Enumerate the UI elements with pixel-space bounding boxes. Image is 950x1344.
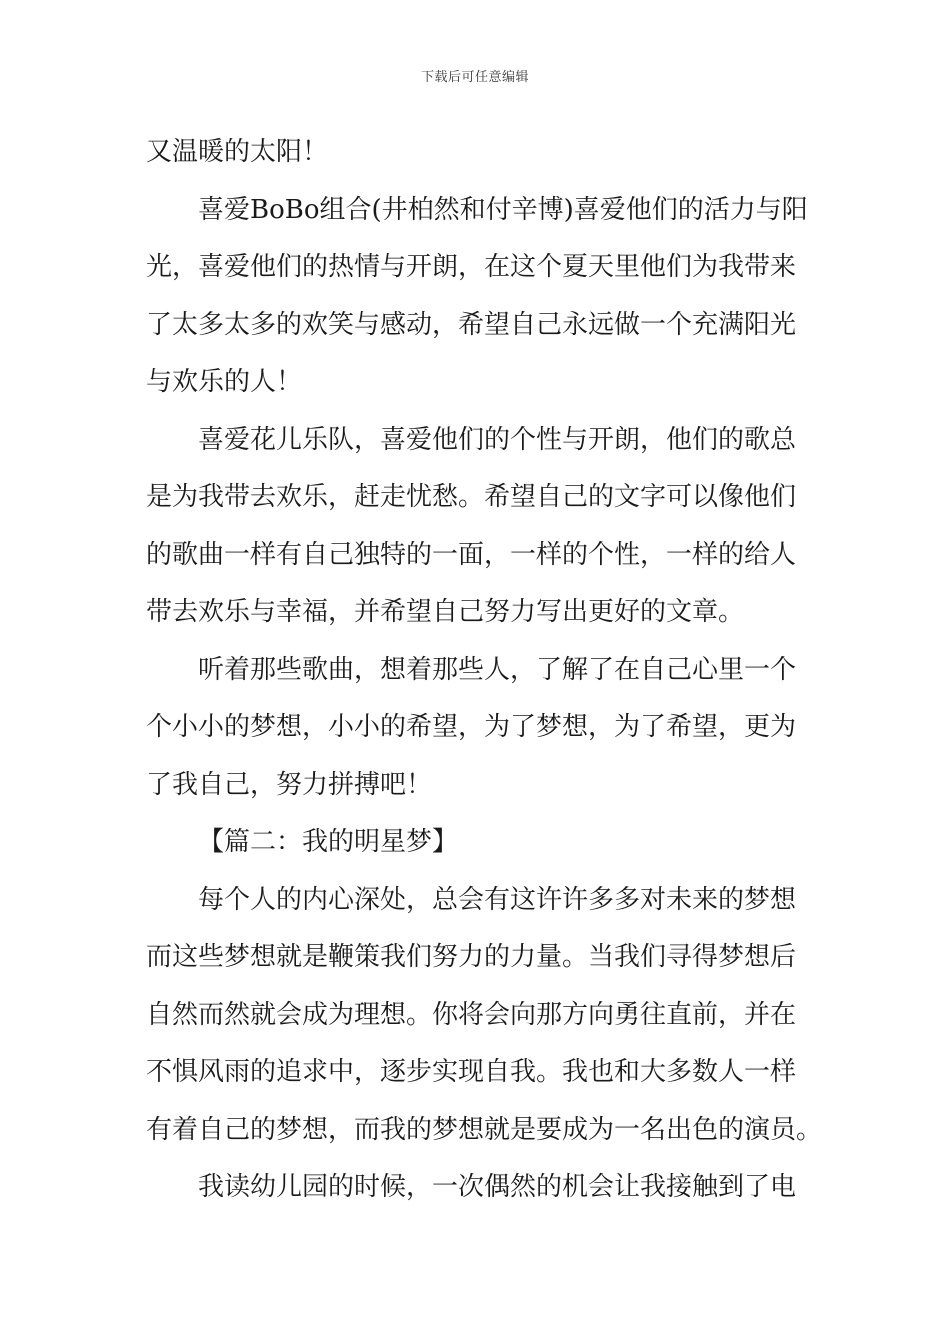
text-line: 了太多太多的欢笑与感动，希望自己永远做一个充满阳光: [146, 309, 797, 340]
text-line: 喜爱花儿乐队，喜爱他们的个性与开朗，他们的歌总: [198, 424, 797, 455]
text-line: 的歌曲一样有自己独特的一面，一样的个性，一样的给人: [146, 539, 797, 570]
text-line: 而这些梦想就是鞭策我们努力的力量。当我们寻得梦想后: [146, 942, 797, 972]
text-line: 了我自己，努力拼搏吧！: [146, 769, 433, 800]
text-line: 光，喜爱他们的热情与开朗，在这个夏天里他们为我带来: [146, 252, 797, 282]
text-line: 与欢乐的人！: [146, 367, 303, 397]
text-line: 我读幼儿园的时候，一次偶然的机会让我接触到了电: [198, 1172, 797, 1202]
page-header: 下载后可任意编辑: [420, 70, 529, 85]
text-line: 自然而然就会成为理想。你将会向那方向勇往直前，并在: [146, 999, 797, 1030]
text-line: 是为我带去欢乐，赶走忧愁。希望自己的文字可以像他们: [146, 482, 797, 512]
text-line: 每个人的内心深处，总会有这许许多多对未来的梦想: [198, 884, 797, 915]
section-heading: 【篇二：我的明星梦】: [198, 827, 459, 857]
text-line: 带去欢乐与幸福，并希望自己努力写出更好的文章。: [146, 597, 745, 627]
text-line: 喜爱BoBo组合(井柏然和付辛博)喜爱他们的活力与阳: [198, 194, 808, 225]
text-line: 个小小的梦想，小小的希望，为了梦想，为了希望，更为: [146, 712, 797, 742]
text-line: 不惧风雨的追求中，逐步实现自我。我也和大多数人一样: [146, 1057, 797, 1087]
document-body: [146, 124, 823, 1217]
text-line: 有着自己的梦想，而我的梦想就是要成为一名出色的演员。: [146, 1114, 823, 1145]
text-line: 听着那些歌曲，想着那些人，了解了在自己心里一个: [198, 654, 797, 685]
text-line: 又温暖的太阳！: [146, 137, 329, 167]
